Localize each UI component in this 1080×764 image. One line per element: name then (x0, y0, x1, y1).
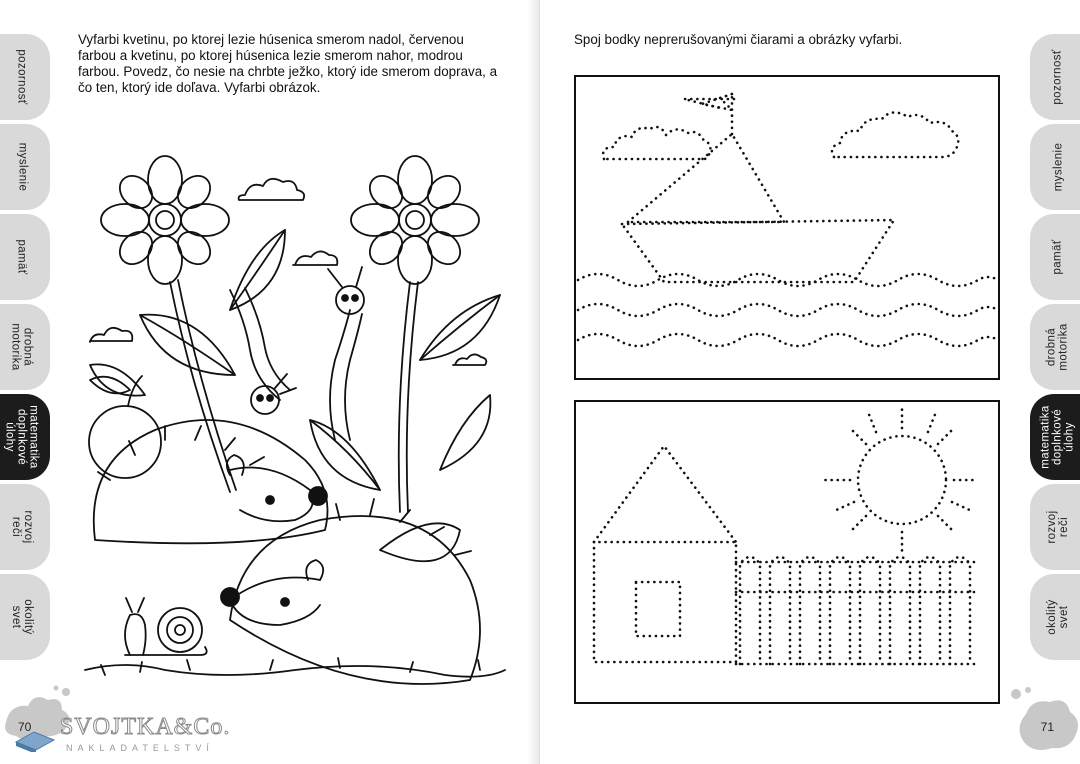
cloud-icon (832, 112, 958, 157)
tab-right-drobna-motorika[interactable] (1030, 304, 1080, 390)
dot-to-dot-boat-frame (574, 75, 1000, 380)
fence-icon (736, 557, 976, 664)
tab-label: rozvoj reči (10, 510, 34, 544)
tab-label: myslenie (1051, 142, 1064, 192)
dotted-boat-scene (576, 77, 998, 378)
tab-left-pamat[interactable] (0, 214, 50, 300)
tab-label: matematika doplnkové úlohy (1040, 405, 1076, 469)
tab-right-rozvoj-reci[interactable] (1030, 484, 1080, 570)
tab-left-myslenie[interactable] (0, 124, 50, 210)
ground (85, 665, 505, 677)
tab-label: rozvoj reči (1046, 510, 1070, 544)
tab-left-okolity-svet[interactable] (0, 574, 50, 660)
tab-left-matematika[interactable] (0, 394, 50, 480)
right-instruction: Spoj bodky neprerušovanými čiarami a obrázky vyfarbi. (574, 32, 903, 47)
tab-label: pamäť (1052, 239, 1064, 275)
tab-left-rozvoj-reci[interactable] (0, 484, 50, 570)
tab-label: pozornosť (1051, 49, 1064, 105)
coloring-illustration (80, 150, 510, 690)
tab-label: okolitý svet (1046, 599, 1070, 635)
tab-left-drobna-motorika[interactable] (0, 304, 50, 390)
tab-label: drobná motorika (1045, 323, 1070, 371)
dot-to-dot-house-frame (574, 400, 1000, 704)
tabs-right (1030, 34, 1080, 664)
snail (125, 598, 207, 655)
tab-label: pamäť (16, 239, 28, 275)
hedgehog-left (221, 499, 480, 684)
tab-label: myslenie (15, 142, 28, 192)
house-icon (594, 446, 736, 542)
tabs-left (0, 34, 50, 664)
tab-left-pozornost[interactable] (0, 34, 50, 120)
window-icon (636, 582, 680, 636)
tab-right-matematika[interactable] (1030, 394, 1080, 480)
logo-subtitle: NAKLADATELSTVÍ (66, 743, 214, 753)
tab-label: matematika doplnkové úlohy (4, 405, 40, 469)
left-instruction: Vyfarbi kvetinu, po ktorej lezie húsenica smerom nadol, červenou farbou a kvetinu, po ktorej húsenica lezie smerom nahor, modrou farbou. Povedz, čo nesie na chrbte ježko, ktorý ide smerom doprava, a čo ten, ktorý ide doľava. Vyfarbi obrázok. (78, 32, 498, 95)
dotted-house-scene (576, 402, 998, 702)
cloud-icon (603, 127, 710, 159)
book-icon (10, 712, 60, 752)
tab-right-okolity-svet[interactable] (1030, 574, 1080, 660)
apple (89, 376, 161, 478)
tab-label: pozornosť (15, 49, 28, 105)
ink-splash-icon (1006, 684, 1080, 754)
tab-right-pamat[interactable] (1030, 214, 1080, 300)
tab-label: drobná motorika (9, 323, 34, 371)
sun-icon (824, 406, 978, 554)
right-page (540, 0, 1080, 764)
page-number-right: 71 (1040, 720, 1054, 734)
caterpillar-up (328, 267, 364, 440)
flower-left (101, 156, 236, 492)
tab-right-myslenie[interactable] (1030, 124, 1080, 210)
page-number-left: 70 (18, 720, 32, 734)
caterpillar-down (230, 288, 296, 414)
logo-name: SVOJTKA&Co. (60, 714, 231, 740)
tab-label: okolitý svet (10, 599, 34, 635)
tab-right-pozornost[interactable] (1030, 34, 1080, 120)
